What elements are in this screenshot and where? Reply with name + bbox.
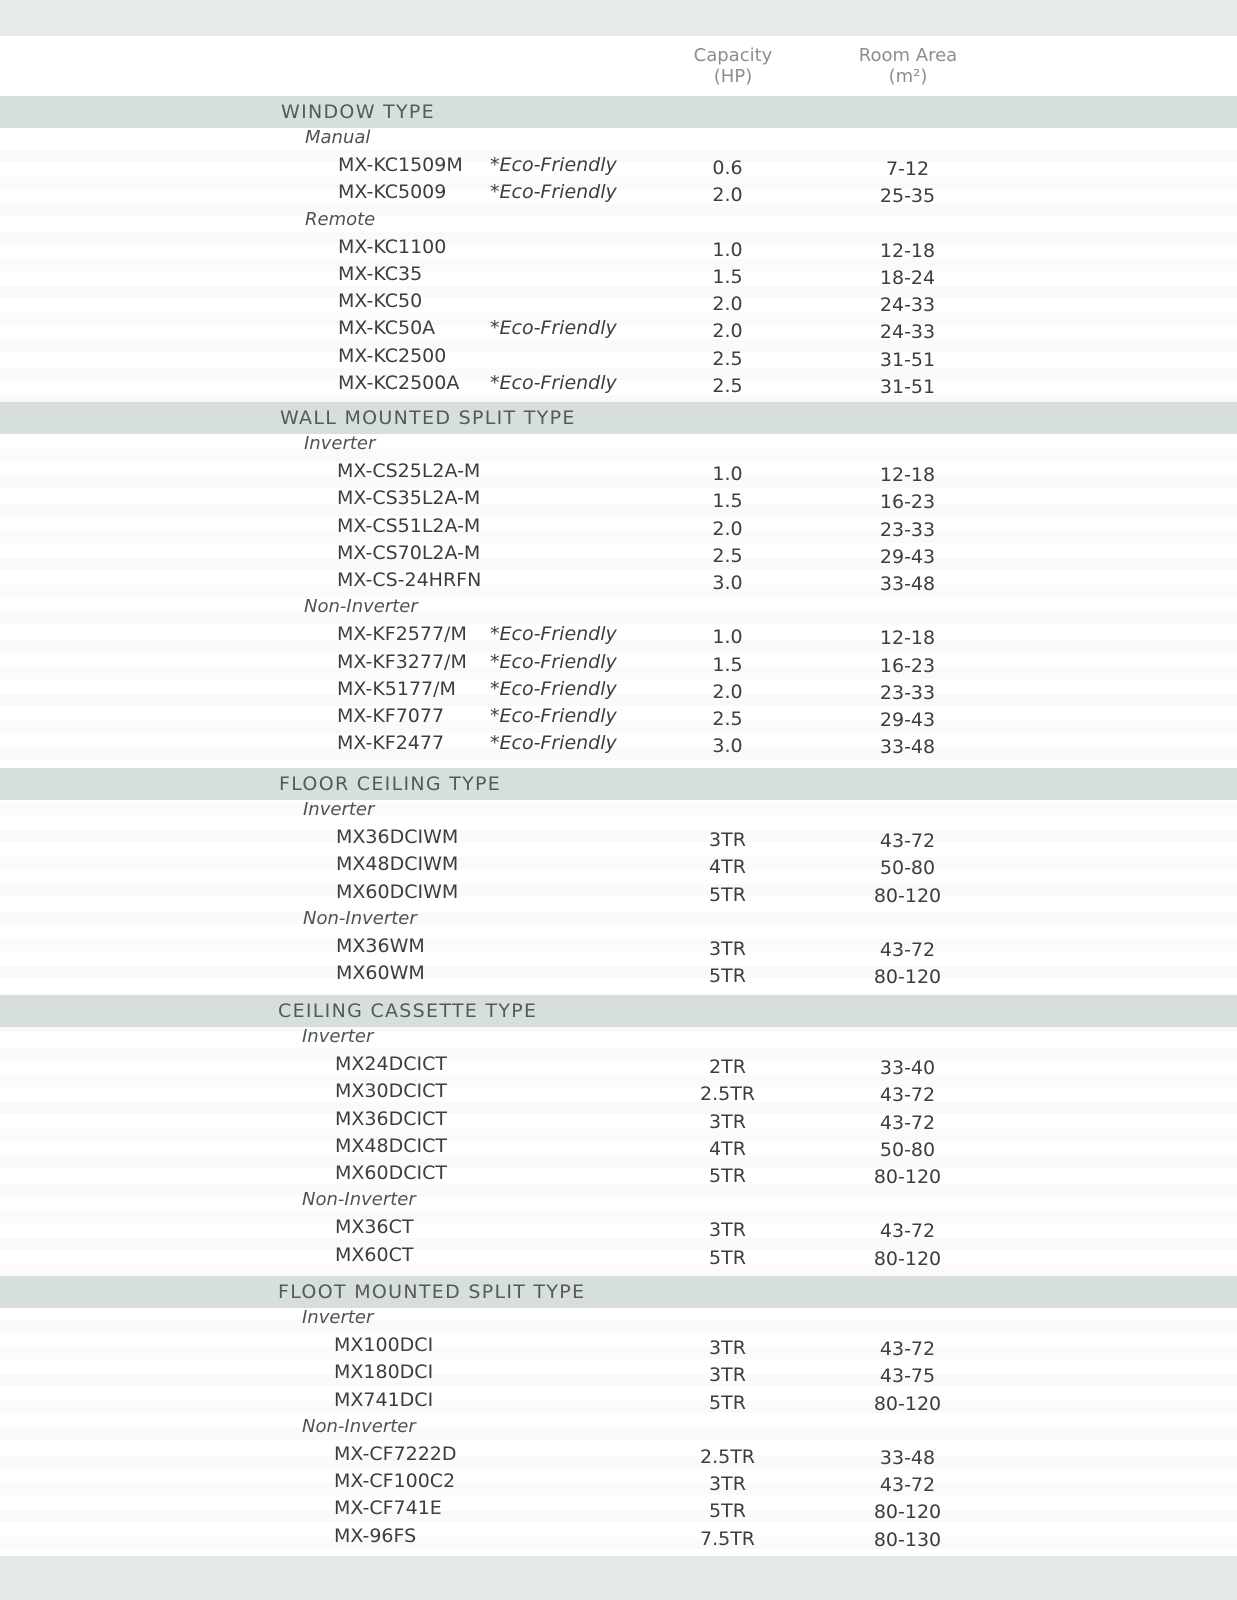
- group-label: Non-Inverter: [302, 1189, 416, 1210]
- capacity-value: 2.5: [712, 348, 743, 370]
- room-area-value: 43-72: [879, 1338, 936, 1360]
- table-row: [0, 317, 1237, 344]
- table-row: [0, 181, 1237, 208]
- room-area-value: 24-33: [879, 294, 936, 316]
- room-area-value: 43-72: [879, 1112, 936, 1134]
- model-number: MX-KC50: [338, 290, 423, 312]
- room-area-header-unit: (m²): [888, 66, 928, 87]
- capacity-value: 3.0: [712, 735, 743, 757]
- model-number: MX-96FS: [334, 1525, 417, 1547]
- model-number: MX36CT: [335, 1216, 414, 1238]
- capacity-value: 1.5: [712, 266, 743, 288]
- room-area-value: 18-24: [879, 267, 936, 289]
- capacity-header-unit: (HP): [713, 66, 753, 87]
- room-area-value: 80-120: [873, 966, 942, 988]
- background-stripe: [0, 1320, 1237, 1332]
- table-row: [0, 1497, 1237, 1524]
- room-area-value: 23-33: [879, 519, 936, 541]
- capacity-value: 5TR: [709, 1165, 746, 1187]
- table-row: [0, 826, 1237, 853]
- capacity-value: 1.0: [712, 626, 743, 648]
- table-row: [0, 962, 1237, 989]
- model-number: MX-CF100C2: [334, 1470, 456, 1492]
- table-row: [0, 935, 1237, 962]
- room-area-value: 23-33: [879, 682, 936, 704]
- model-number: MX-KC1509M: [338, 154, 463, 176]
- capacity-value: 2.5: [712, 545, 743, 567]
- room-area-value: 29-43: [879, 709, 936, 731]
- capacity-value: 2.5: [712, 708, 743, 730]
- capacity-value: 3TR: [709, 1473, 746, 1495]
- room-area-value: 7-12: [885, 158, 930, 180]
- capacity-value: 2.0: [712, 320, 743, 342]
- section-header: [0, 402, 1237, 434]
- room-area-value: 43-75: [879, 1365, 936, 1387]
- model-number: MX-KF2577/M: [337, 623, 467, 645]
- capacity-value: 3TR: [709, 1364, 746, 1386]
- room-area-column-header: [808, 45, 1008, 87]
- group-label: Non-Inverter: [303, 908, 417, 929]
- capacity-value: 3TR: [709, 938, 746, 960]
- model-number: MX24DCICT: [335, 1053, 447, 1075]
- table-row: [0, 487, 1237, 514]
- group-label: Manual: [305, 127, 371, 148]
- capacity-value: 3.0: [712, 572, 743, 594]
- model-number: MX30DCICT: [335, 1080, 447, 1102]
- capacity-value: 5TR: [709, 965, 746, 987]
- model-number: MX60DCIWM: [336, 881, 459, 903]
- table-row: [0, 263, 1237, 290]
- table-row: [0, 1053, 1237, 1080]
- background-stripe: [0, 1428, 1237, 1440]
- room-area-value: 33-48: [879, 1447, 936, 1469]
- table-row: [0, 1334, 1237, 1361]
- room-area-value: 25-35: [879, 185, 936, 207]
- model-number: MX-CS51L2A-M: [337, 515, 481, 537]
- capacity-value: 3TR: [709, 1337, 746, 1359]
- table-row: [0, 372, 1237, 399]
- section-header: [0, 96, 1237, 128]
- capacity-value: 7.5TR: [699, 1528, 756, 1550]
- eco-friendly-note: *Eco-Friendly: [490, 317, 617, 339]
- table-row: [0, 1162, 1237, 1189]
- model-number: MX36WM: [336, 935, 425, 957]
- table-row: [0, 1108, 1237, 1135]
- model-number: MX-K5177/M: [337, 678, 456, 700]
- room-area-header-label: Room Area: [858, 45, 958, 66]
- capacity-value: 5TR: [709, 1247, 746, 1269]
- bottom-band: [0, 1556, 1237, 1600]
- capacity-value: 2.5TR: [699, 1083, 756, 1105]
- section-header: [0, 1276, 1237, 1308]
- group-label: Non-Inverter: [302, 1416, 416, 1437]
- model-number: MX-CS25L2A-M: [337, 460, 481, 482]
- eco-friendly-note: *Eco-Friendly: [490, 181, 617, 203]
- room-area-value: 80-120: [873, 1501, 942, 1523]
- table-row: [0, 1361, 1237, 1388]
- room-area-value: 80-120: [873, 1248, 942, 1270]
- capacity-value: 2.0: [712, 184, 743, 206]
- section-title: CEILING CASSETTE TYPE: [278, 1000, 538, 1022]
- capacity-value: 5TR: [709, 1392, 746, 1414]
- capacity-value: 3TR: [709, 1111, 746, 1133]
- capacity-value: 2.0: [712, 293, 743, 315]
- capacity-header-label: Capacity: [693, 45, 773, 66]
- room-area-value: 31-51: [879, 376, 936, 398]
- table-row: [0, 1443, 1237, 1470]
- capacity-value: 1.0: [712, 463, 743, 485]
- room-area-value: 33-40: [879, 1057, 936, 1079]
- model-number: MX60WM: [336, 962, 425, 984]
- room-area-value: 24-33: [879, 321, 936, 343]
- model-number: MX-CF741E: [334, 1497, 442, 1519]
- capacity-value: 2.0: [712, 681, 743, 703]
- eco-friendly-note: *Eco-Friendly: [490, 154, 617, 176]
- model-number: MX-CF7222D: [334, 1443, 457, 1465]
- room-area-value: 12-18: [879, 627, 936, 649]
- model-number: MX-KC2500A: [338, 372, 460, 394]
- table-row: [0, 290, 1237, 317]
- eco-friendly-note: *Eco-Friendly: [490, 732, 617, 754]
- room-area-value: 50-80: [879, 1139, 936, 1161]
- group-label: Inverter: [304, 433, 376, 454]
- group-label: Remote: [305, 209, 376, 230]
- table-row: [0, 1470, 1237, 1497]
- table-row: [0, 154, 1237, 181]
- table-row: [0, 1389, 1237, 1416]
- model-number: MX-KC5009: [338, 181, 447, 203]
- table-row: [0, 236, 1237, 263]
- room-area-value: 43-72: [879, 1084, 936, 1106]
- model-number: MX-KC2500: [338, 345, 447, 367]
- background-stripe: [0, 912, 1237, 924]
- room-area-value: 31-51: [879, 349, 936, 371]
- table-row: [0, 542, 1237, 569]
- capacity-value: 4TR: [709, 1138, 746, 1160]
- room-area-value: 16-23: [879, 491, 936, 513]
- table-row: [0, 1244, 1237, 1271]
- section-title: WINDOW TYPE: [281, 101, 435, 123]
- model-number: MX48DCICT: [335, 1135, 447, 1157]
- table-row: [0, 569, 1237, 596]
- model-number: MX36DCIWM: [336, 826, 459, 848]
- room-area-value: 80-120: [873, 1166, 942, 1188]
- capacity-value: 2.5: [712, 375, 743, 397]
- eco-friendly-note: *Eco-Friendly: [490, 372, 617, 394]
- room-area-value: 33-48: [879, 573, 936, 595]
- room-area-value: 43-72: [879, 939, 936, 961]
- model-number: MX-KC1100: [338, 236, 447, 258]
- eco-friendly-note: *Eco-Friendly: [490, 651, 617, 673]
- room-area-value: 80-120: [873, 885, 942, 907]
- room-area-value: 80-130: [873, 1529, 942, 1551]
- table-row: [0, 1216, 1237, 1243]
- capacity-value: 3TR: [709, 829, 746, 851]
- capacity-column-header: [633, 45, 833, 87]
- table-row: [0, 1080, 1237, 1107]
- group-label: Inverter: [302, 1307, 374, 1328]
- capacity-value: 3TR: [709, 1219, 746, 1241]
- section-title: WALL MOUNTED SPLIT TYPE: [280, 407, 576, 429]
- capacity-value: 2TR: [709, 1056, 746, 1078]
- capacity-value: 4TR: [709, 856, 746, 878]
- room-area-value: 50-80: [879, 857, 936, 879]
- model-number: MX60CT: [335, 1244, 414, 1266]
- eco-friendly-note: *Eco-Friendly: [490, 678, 617, 700]
- table-row: [0, 1525, 1237, 1552]
- section-title: FLOOR CEILING TYPE: [279, 773, 502, 795]
- capacity-value: 2.0: [712, 518, 743, 540]
- model-number: MX741DCI: [334, 1389, 434, 1411]
- group-label: Non-Inverter: [304, 596, 418, 617]
- table-row: [0, 651, 1237, 678]
- model-number: MX-CS-24HRFN: [337, 569, 482, 591]
- model-number: MX-KF2477: [337, 732, 445, 754]
- table-row: [0, 881, 1237, 908]
- room-area-value: 12-18: [879, 240, 936, 262]
- background-stripe: [0, 803, 1237, 815]
- model-number: MX-CS35L2A-M: [337, 487, 481, 509]
- table-row: [0, 853, 1237, 880]
- room-area-value: 29-43: [879, 546, 936, 568]
- model-number: MX-KC50A: [338, 317, 436, 339]
- room-area-value: 43-72: [879, 1474, 936, 1496]
- table-row: [0, 460, 1237, 487]
- capacity-value: 1.0: [712, 239, 743, 261]
- room-area-value: 80-120: [873, 1393, 942, 1415]
- table-row: [0, 345, 1237, 372]
- room-area-value: 43-72: [879, 830, 936, 852]
- capacity-value: 1.5: [712, 490, 743, 512]
- room-area-value: 43-72: [879, 1220, 936, 1242]
- eco-friendly-note: *Eco-Friendly: [490, 705, 617, 727]
- capacity-value: 1.5: [712, 654, 743, 676]
- capacity-value: 2.5TR: [699, 1446, 756, 1468]
- room-area-value: 16-23: [879, 655, 936, 677]
- model-number: MX48DCIWM: [336, 853, 459, 875]
- capacity-value: 0.6: [712, 157, 743, 179]
- model-number: MX-KC35: [338, 263, 423, 285]
- model-number: MX-KF7077: [337, 705, 445, 727]
- room-area-value: 33-48: [879, 736, 936, 758]
- group-label: Inverter: [302, 1026, 374, 1047]
- eco-friendly-note: *Eco-Friendly: [490, 623, 617, 645]
- section-header: [0, 768, 1237, 800]
- table-row: [0, 705, 1237, 732]
- top-band: [0, 0, 1237, 36]
- room-area-value: 12-18: [879, 464, 936, 486]
- table-row: [0, 1135, 1237, 1162]
- table-row: [0, 678, 1237, 705]
- model-number: MX-KF3277/M: [337, 651, 467, 673]
- capacity-value: 5TR: [709, 1500, 746, 1522]
- section-header: [0, 995, 1237, 1027]
- section-title: FLOOT MOUNTED SPLIT TYPE: [278, 1281, 586, 1303]
- model-number: MX60DCICT: [335, 1162, 447, 1184]
- model-number: MX36DCICT: [335, 1108, 447, 1130]
- capacity-value: 5TR: [709, 884, 746, 906]
- table-row: [0, 623, 1237, 650]
- model-number: MX180DCI: [334, 1361, 434, 1383]
- table-row: [0, 515, 1237, 542]
- table-row: [0, 732, 1237, 759]
- model-number: MX-CS70L2A-M: [337, 542, 481, 564]
- group-label: Inverter: [303, 799, 375, 820]
- model-number: MX100DCI: [334, 1334, 434, 1356]
